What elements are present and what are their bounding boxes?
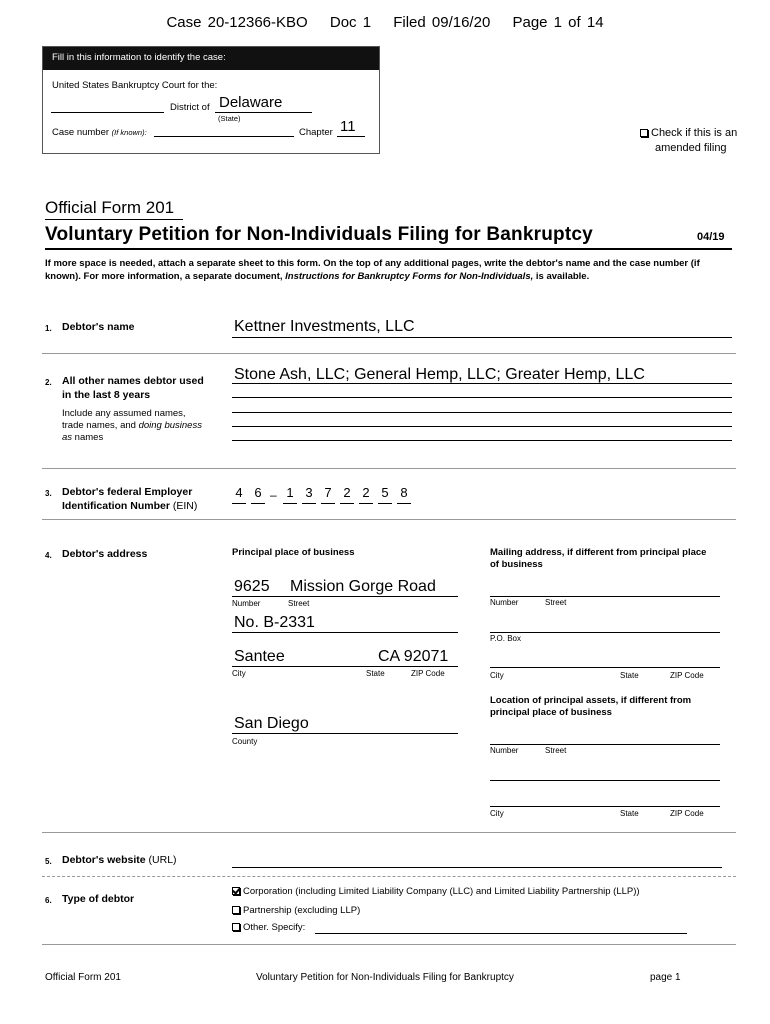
q3-number: 3. [45, 489, 52, 498]
mailing-heading: Mailing address, if different from principal place of business [490, 547, 707, 570]
ein-digit-line [378, 503, 392, 504]
county-label: County [232, 737, 258, 746]
q2-number: 2. [45, 378, 52, 387]
other-specify-field[interactable] [315, 933, 687, 934]
mailing-number-label: Number [490, 598, 519, 607]
partnership-label: Partnership (excluding LLP) [243, 905, 361, 916]
assets-city-field[interactable] [490, 806, 720, 807]
form-version-date: 04/19 [697, 231, 725, 243]
form-instructions: If more space is needed, attach a separate sheet to this form. On the top of any additional pages, write the debtor's name and the case number (if known). For more information, a separate document, Instructions for Bankruptcy Forms for Non-Individuals, is available. [45, 258, 700, 282]
section-divider [42, 519, 736, 520]
ein-digit[interactable]: 5 [381, 485, 389, 500]
principal-street-label: Street [288, 599, 310, 608]
mailing-pobox-field[interactable] [490, 632, 720, 633]
form-number-underline [45, 219, 183, 220]
q2-note: Include any assumed names, trade names, and doing business as names [62, 408, 202, 443]
principal-city-label: City [232, 669, 246, 678]
principal-city-line [232, 666, 458, 667]
partnership-checkbox[interactable] [232, 906, 240, 914]
q1-label: Debtor's name [62, 321, 135, 333]
chapter-label: Chapter [299, 127, 333, 138]
amended-filing-option[interactable] [640, 126, 737, 156]
website-field[interactable] [232, 867, 722, 868]
ein-digit-line [283, 503, 297, 504]
other-checkbox[interactable] [232, 923, 240, 931]
ein-digit[interactable]: 8 [400, 485, 408, 500]
q5-number: 5. [45, 857, 52, 866]
other-names-line-5[interactable] [232, 440, 732, 441]
ein-digit-line [397, 503, 411, 504]
principal-street-line [232, 596, 458, 597]
footer-page-number: page 1 [650, 972, 681, 983]
case-number-field[interactable] [154, 136, 294, 137]
debtor-type-corporation[interactable] [232, 886, 640, 897]
q4-number: 4. [45, 551, 52, 560]
q1-number: 1. [45, 324, 52, 333]
assets-zip-label: ZIP Code [670, 809, 704, 818]
q6-label: Type of debtor [62, 893, 135, 905]
amended-checkbox[interactable] [640, 129, 648, 137]
section-divider [42, 944, 736, 945]
ein-digit[interactable]: 1 [286, 485, 294, 500]
other-names-line-1 [232, 383, 732, 384]
assets-city-label: City [490, 809, 504, 818]
q4-label: Debtor's address [62, 548, 148, 560]
mailing-street-field[interactable] [490, 596, 720, 597]
corporation-checkbox[interactable] [232, 887, 240, 895]
principal-state-label: State [366, 669, 385, 678]
page-count: Page 1 of 14 [512, 14, 604, 31]
ein-digit-line [232, 503, 246, 504]
state-label: (State) [218, 114, 241, 123]
if-known-note: (If known): [111, 128, 147, 137]
principal-state-zip-value[interactable]: CA 92071 [378, 648, 449, 665]
section-divider [42, 353, 736, 354]
title-rule [45, 248, 732, 250]
amended-label-1: Check if this is an [651, 127, 738, 139]
ein-digit-line [302, 503, 316, 504]
form-number: Official Form 201 [45, 198, 175, 217]
q5-label: Debtor's website (URL) [62, 854, 177, 866]
district-value[interactable]: Delaware [219, 94, 283, 111]
ein-digit-line [359, 503, 373, 504]
ein-digit-line [321, 503, 335, 504]
district-field-line [215, 112, 312, 113]
principal-street-value[interactable]: Mission Gorge Road [290, 578, 436, 595]
court-filing-header [0, 14, 770, 31]
other-names-value[interactable]: Stone Ash, LLC; General Hemp, LLC; Greater Hemp, LLC [234, 366, 645, 383]
q2-label: All other names debtor used in the last 8 years [62, 375, 204, 401]
mailing-city-field[interactable] [490, 667, 720, 668]
assets-number-label: Number [490, 746, 519, 755]
principal-heading: Principal place of business [232, 547, 355, 558]
principal-line2-value[interactable]: No. B-2331 [234, 614, 315, 631]
debtor-type-partnership[interactable] [232, 905, 360, 916]
mailing-zip-label: ZIP Code [670, 671, 704, 680]
other-names-line-3[interactable] [232, 412, 732, 413]
ein-digit[interactable]: 2 [362, 485, 370, 500]
other-names-line-2[interactable] [232, 397, 732, 398]
ein-digit[interactable]: 6 [254, 485, 262, 500]
county-line [232, 733, 458, 734]
mailing-street-label: Street [545, 598, 567, 607]
ein-digit[interactable]: 4 [235, 485, 243, 500]
ein-digit[interactable]: 2 [343, 485, 351, 500]
q3-label: Debtor's federal Employer Identification Number (EIN) [62, 486, 198, 512]
case-box-title: Fill in this information to identify the case: [43, 47, 379, 70]
district-label: District of [170, 102, 210, 113]
corporation-label: Corporation (including Limited Liability Company (LLC) and Limited Liability Partnership (LLP)) [243, 886, 640, 897]
filed-date: Filed 09/16/20 [393, 14, 491, 31]
ein-field[interactable] [232, 485, 422, 507]
doc-number: Doc 1 [329, 14, 372, 31]
q6-number: 6. [45, 896, 52, 905]
chapter-value[interactable]: 11 [340, 118, 356, 135]
mailing-pobox-label: P.O. Box [490, 634, 521, 643]
county-value[interactable]: San Diego [234, 715, 309, 732]
other-label: Other. Specify: [243, 922, 306, 933]
section-divider [42, 876, 736, 877]
section-divider [42, 832, 736, 833]
other-names-line-4[interactable] [232, 426, 732, 427]
principal-number-value[interactable]: 9625 [234, 578, 270, 595]
ein-dash: – [270, 488, 277, 502]
principal-city-value[interactable]: Santee [234, 648, 285, 665]
amended-label-2: amended filing [655, 142, 727, 154]
assets-line2-field[interactable] [490, 780, 720, 781]
debtor-name-line [232, 337, 732, 338]
assets-state-label: State [620, 809, 639, 818]
ein-digit-line [340, 503, 354, 504]
district-prefix-field[interactable] [51, 112, 164, 113]
case-number-header: Case 20-12366-KBO [166, 14, 308, 31]
principal-number-label: Number [232, 599, 261, 608]
mailing-city-label: City [490, 671, 504, 680]
ein-digit[interactable]: 3 [305, 485, 313, 500]
chapter-field-line [337, 136, 365, 137]
principal-zip-label: ZIP Code [411, 669, 445, 678]
ein-digit-line [251, 503, 265, 504]
assets-heading: Location of principal assets, if different from principal place of business [490, 695, 692, 718]
debtor-type-other[interactable] [232, 922, 305, 933]
principal-line2-line [232, 632, 458, 633]
mailing-state-label: State [620, 671, 639, 680]
ein-digit[interactable]: 7 [324, 485, 332, 500]
case-number-label: Case number (If known): [52, 127, 147, 138]
form-title: Voluntary Petition for Non-Individuals Filing for Bankruptcy [45, 224, 593, 245]
footer-form-title: Voluntary Petition for Non-Individuals Filing for Bankruptcy [256, 972, 514, 983]
court-label: United States Bankruptcy Court for the: [52, 80, 218, 91]
footer-form-number: Official Form 201 [45, 972, 121, 983]
section-divider [42, 468, 736, 469]
assets-street-field[interactable] [490, 744, 720, 745]
assets-street-label: Street [545, 746, 567, 755]
debtor-name-value[interactable]: Kettner Investments, LLC [234, 318, 415, 335]
